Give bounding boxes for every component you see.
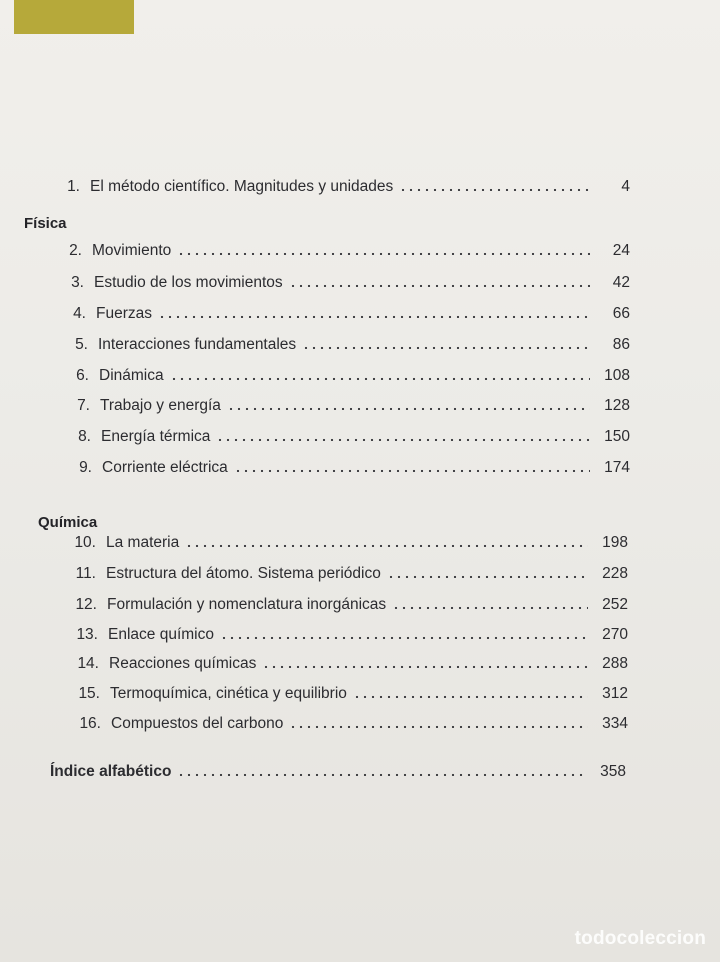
dot-leader: [289, 716, 588, 728]
toc-number: 8.: [78, 428, 91, 445]
toc-page: 66: [612, 305, 630, 322]
toc-page: 198: [602, 534, 628, 551]
toc-number: 6.: [76, 367, 89, 384]
toc-number: 16.: [79, 715, 101, 732]
toc-row-11: [70, 565, 628, 587]
toc-row-12: [71, 596, 628, 618]
toc-title: Formulación y nomenclatura inorgánicas: [107, 596, 387, 613]
dot-leader: [234, 460, 590, 472]
toc-number: 9.: [79, 459, 92, 476]
toc-title: Energía térmica: [101, 428, 211, 445]
dot-leader: [177, 764, 586, 776]
toc-number: 10.: [74, 534, 96, 551]
toc-page: 270: [602, 626, 628, 643]
section-heading-quimica: Química: [38, 514, 98, 531]
toc-page: 174: [604, 459, 630, 476]
dot-leader: [399, 179, 590, 191]
toc-row-10: [70, 534, 628, 556]
toc-page: 24: [612, 242, 630, 259]
dot-leader: [170, 368, 590, 380]
toc-row-3: [68, 274, 630, 296]
toc-title: Interacciones fundamentales: [98, 336, 297, 353]
toc-number: 4.: [73, 305, 86, 322]
toc-page: 150: [604, 428, 630, 445]
toc-title: Trabajo y energía: [100, 397, 221, 414]
dot-leader: [216, 429, 590, 441]
index-page: 358: [600, 763, 626, 780]
toc-page: 252: [602, 596, 628, 613]
toc-number: 14.: [77, 655, 99, 672]
dot-leader: [289, 275, 590, 287]
dot-leader: [177, 243, 590, 255]
toc-row-9: [76, 459, 630, 481]
toc-number: 1.: [67, 178, 80, 195]
toc-number: 11.: [75, 565, 96, 582]
toc-title: Reacciones químicas: [109, 655, 257, 672]
toc-number: 7.: [77, 397, 90, 414]
toc-title: Enlace químico: [108, 626, 214, 643]
toc-page: 288: [602, 655, 628, 672]
toc-number: 12.: [75, 596, 97, 613]
toc-row-14: [73, 655, 628, 677]
toc-row-4: [70, 305, 630, 327]
toc-row-13: [72, 626, 628, 648]
toc-title: La materia: [106, 534, 180, 551]
toc-row-index: [50, 763, 626, 785]
index-title: Índice alfabético: [50, 763, 172, 780]
toc-number: 15.: [78, 685, 100, 702]
toc-row-15: [74, 685, 628, 707]
toc-page: 334: [602, 715, 628, 732]
toc-row-5: [72, 336, 630, 358]
dot-leader: [185, 535, 588, 547]
dot-leader: [392, 597, 588, 609]
toc-row-16: [75, 715, 628, 737]
toc-page: 86: [612, 336, 630, 353]
dot-leader: [220, 627, 588, 639]
dot-leader: [262, 656, 588, 668]
toc-row-7: [74, 397, 630, 419]
toc-number: 3.: [71, 274, 84, 291]
toc-title: Termoquímica, cinética y equilibrio: [110, 685, 347, 702]
toc-title: Compuestos del carbono: [111, 715, 284, 732]
toc-title: Fuerzas: [96, 305, 152, 322]
toc-title: Corriente eléctrica: [102, 459, 228, 476]
toc-page: 128: [604, 397, 630, 414]
toc-title: El método científico. Magnitudes y unidades: [90, 178, 394, 195]
toc-page: 228: [602, 565, 628, 582]
dot-leader: [302, 337, 590, 349]
toc-title: Dinámica: [99, 367, 164, 384]
toc-row-8: [75, 428, 630, 450]
toc-row-6: [73, 367, 630, 389]
toc-number: 2.: [69, 242, 82, 259]
toc-number: 5.: [75, 336, 88, 353]
color-tab: [14, 0, 134, 34]
toc-title: Movimiento: [92, 242, 172, 259]
watermark-logo: todocoleccion: [574, 928, 706, 949]
toc-page: 108: [604, 367, 630, 384]
toc-page: 4: [621, 178, 630, 195]
toc-row-1: [60, 178, 630, 200]
dot-leader: [227, 398, 590, 410]
toc-row-2: [66, 242, 630, 264]
toc-page: 312: [602, 685, 628, 702]
toc-page: 42: [612, 274, 630, 291]
dot-leader: [353, 686, 588, 698]
toc-title: Estudio de los movimientos: [94, 274, 283, 291]
dot-leader: [158, 306, 590, 318]
section-heading-fisica: Física: [24, 215, 67, 232]
dot-leader: [387, 566, 588, 578]
toc-number: 13.: [76, 626, 98, 643]
toc-title: Estructura del átomo. Sistema periódico: [106, 565, 381, 582]
